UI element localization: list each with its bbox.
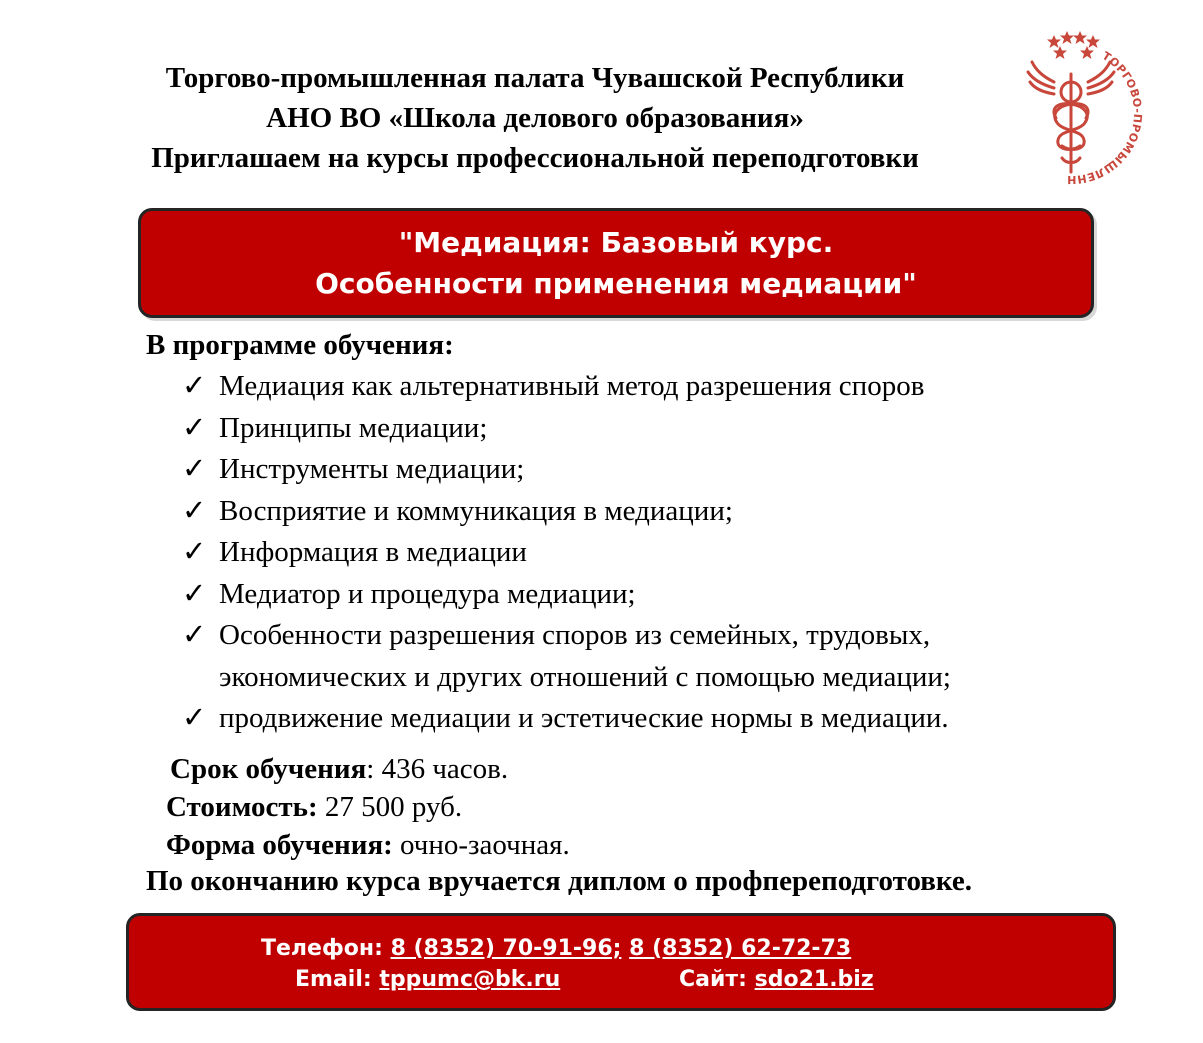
list-item <box>182 449 1182 491</box>
form-row <box>166 826 570 864</box>
chamber-logo <box>980 22 1162 204</box>
course-title-line-1: "Медиация: Базовый курс. <box>398 226 834 259</box>
form-label: Форма обучения: <box>166 829 393 861</box>
list-item <box>182 532 1182 574</box>
course-title-line-2: Особенности применения медиации" <box>315 267 917 300</box>
course-details <box>166 750 570 864</box>
list-item-text: Инструменты медиации; <box>219 453 525 485</box>
program-title: В программе обучения: <box>146 329 454 361</box>
list-item-text: Восприятие и коммуникация в медиации; <box>219 494 733 527</box>
list-item <box>182 574 1182 616</box>
list-item <box>182 491 1182 533</box>
checkmark-icon: ✓ <box>182 370 207 402</box>
list-item-text: Медиатор и процедура медиации; <box>219 577 636 610</box>
header-school: АНО ВО «Школа делового образования» <box>266 102 804 134</box>
email-label: Email: <box>295 967 380 992</box>
price-value: 27 500 руб. <box>317 791 463 823</box>
header-organization: Торгово-промышленная палата Чувашской Республики <box>165 62 905 94</box>
list-item <box>182 366 1182 408</box>
checkmark-icon: ✓ <box>182 536 207 568</box>
header-invitation: Приглашаем на курсы профессиональной переподготовки <box>151 142 919 174</box>
price-row <box>166 788 570 826</box>
checkmark-icon: ✓ <box>182 411 207 444</box>
duration-value: : 436 часов. <box>366 753 509 785</box>
svg-text:ТОРГОВО-ПРОМЫШЛЕННАЯ ПАЛАТА ЧУ: ТОРГОВО-ПРОМЫШЛЕНН <box>1066 49 1145 187</box>
list-item-text: Информация в медиации <box>219 536 527 568</box>
program-list <box>182 366 1182 740</box>
list-item-text: Принципы медиации; <box>219 411 488 444</box>
checkmark-icon: ✓ <box>182 619 207 651</box>
checkmark-icon: ✓ <box>182 453 207 485</box>
list-item-text: Особенности разрешения споров из семейных, трудовых, экономических и других отношений с помощью медиации; <box>219 619 951 693</box>
contacts-banner <box>126 913 1116 1011</box>
list-item <box>182 698 1182 740</box>
phone-link-2[interactable]: 8 (8352) 62-72-73 <box>629 936 852 961</box>
email-row <box>295 967 874 992</box>
site-link[interactable]: sdo21.biz <box>754 967 874 992</box>
phone-label: Телефон: <box>261 936 391 961</box>
checkmark-icon: ✓ <box>182 702 207 734</box>
chamber-emblem-icon <box>980 22 1162 204</box>
phone-link-1[interactable]: 8 (8352) 70-91-96; <box>390 936 622 961</box>
email-link[interactable]: tppumc@bk.ru <box>379 967 561 992</box>
checkmark-icon: ✓ <box>182 494 207 527</box>
form-value: очно-заочная. <box>392 829 570 861</box>
list-item <box>182 615 1082 698</box>
duration-label: Срок обучения <box>170 753 367 785</box>
course-title-banner <box>138 208 1094 318</box>
price-label: Стоимость: <box>166 791 318 823</box>
list-item-text: продвижение медиации и эстетические нормы в медиации. <box>219 702 949 734</box>
list-item-text: Медиация как альтернативный метод разрешения споров <box>219 370 925 402</box>
site-group <box>679 967 874 992</box>
site-label: Сайт: <box>679 967 755 992</box>
diploma-notice: По окончанию курса вручается диплом о профпереподготовке. <box>146 865 973 897</box>
phone-row <box>261 936 851 961</box>
duration-row <box>166 750 570 788</box>
list-item <box>182 408 1182 450</box>
checkmark-icon: ✓ <box>182 577 207 610</box>
header <box>60 58 1010 178</box>
